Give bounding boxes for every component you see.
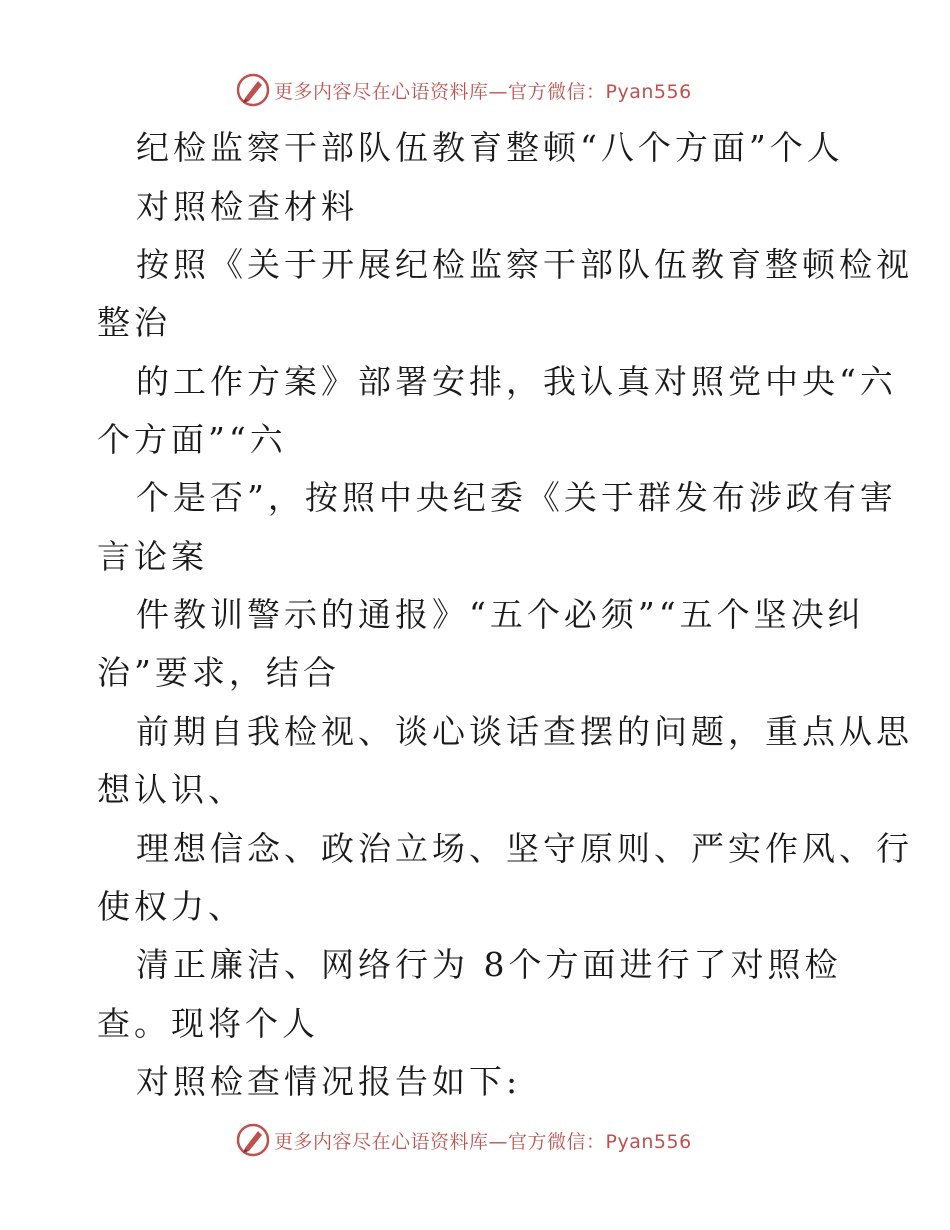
header-watermark xyxy=(236,72,692,108)
pen-logo-icon xyxy=(236,1123,270,1157)
paragraph-line: 查。现将个人 xyxy=(97,1004,319,1043)
paragraph-line: 个是否”，按照中央纪委《关于群发布涉政有害 xyxy=(136,478,897,517)
paragraph-line: 个方面”“六 xyxy=(97,420,287,459)
footer-watermark xyxy=(236,1122,692,1158)
paragraph-line: 整治 xyxy=(97,303,171,342)
paragraph-line: 对照检查情况报告如下: xyxy=(136,1062,522,1101)
title-line-1: 纪检监察干部队伍教育整顿“八个方面”个人 xyxy=(136,128,844,167)
watermark-text: 更多内容尽在心语资料库—官方微信：Pyan556 xyxy=(274,80,692,103)
paragraph-line: 想认识、 xyxy=(97,770,245,809)
title-line-2: 对照检查材料 xyxy=(136,187,358,226)
paragraph-line: 言论案 xyxy=(97,537,208,576)
pen-logo-icon xyxy=(236,73,270,107)
paragraph-line: 理想信念、政治立场、坚守原则、严实作风、行 xyxy=(136,829,913,868)
paragraph-line: 件教训警示的通报》“五个必须”“五个坚决纠 xyxy=(136,595,865,634)
watermark-text: 更多内容尽在心语资料库—官方微信：Pyan556 xyxy=(274,1130,692,1153)
paragraph-line: 前期自我检视、谈心谈话查摆的问题，重点从思 xyxy=(136,712,913,751)
paragraph-line: 治”要求，结合 xyxy=(97,653,340,692)
paragraph-line: 按照《关于开展纪检监察干部队伍教育整顿检视 xyxy=(136,245,913,284)
paragraph-line: 使权力、 xyxy=(97,887,245,926)
paragraph-line: 的工作方案》部署安排，我认真对照党中央“六 xyxy=(136,362,897,401)
paragraph-line: 清正廉洁、网络行为 8个方面进行了对照检 xyxy=(136,945,842,984)
